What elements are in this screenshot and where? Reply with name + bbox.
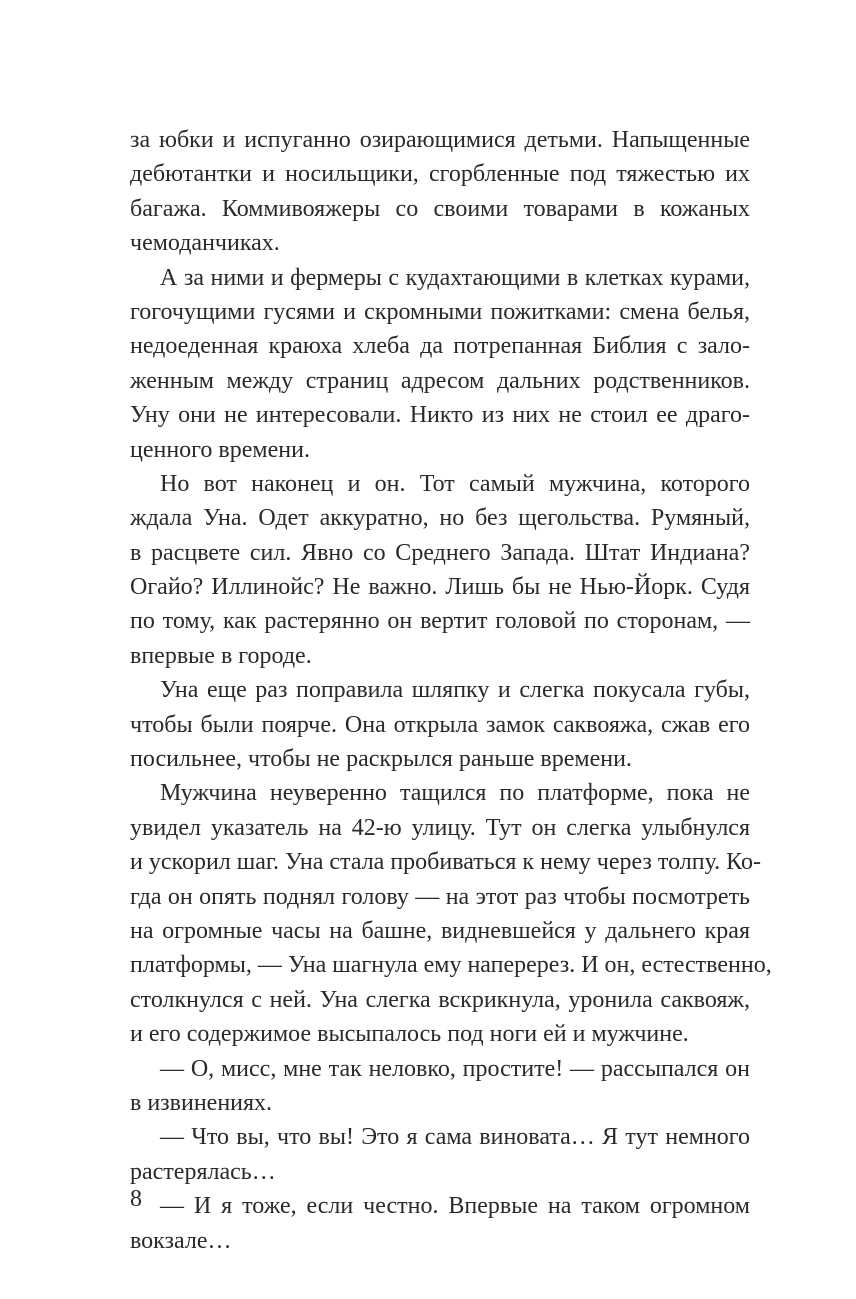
text-line: гогочущими гусями и скромными пожитками: смена белья,: [130, 298, 750, 325]
text-line: увидел указатель на 42-ю улицу. Тут он слегка улыбнулся: [130, 814, 750, 841]
text-line: — О, мисс, мне так неловко, простите! — рассыпался он: [160, 1055, 750, 1082]
text-line: впервые в городе.: [130, 642, 312, 669]
text-line: посильнее, чтобы не раскрылся раньше времени.: [130, 746, 632, 773]
text-line: чемоданчиках.: [130, 230, 280, 257]
text-line: Мужчина неуверенно тащился по платформе, пока не: [160, 780, 750, 807]
text-line: растерялась…: [130, 1158, 276, 1185]
text-line: — И я тоже, если честно. Впервые на таком огромном: [160, 1193, 750, 1220]
text-line: Уну они не интересовали. Никто из них не стоил ее драго-: [130, 402, 750, 429]
text-line: в расцвете сил. Явно со Среднего Запада. Штат Индиана?: [130, 539, 750, 566]
text-line: за юбки и испуганно озирающимися детьми. Напыщенные: [130, 127, 750, 153]
text-line: недоеденная краюха хлеба да потрепанная Библия с зало-: [130, 333, 750, 360]
text-line: багажа. Коммивояжеры со своими товарами в кожаных: [130, 195, 750, 222]
text-line: вокзале…: [130, 1227, 232, 1254]
text-line: чтобы были поярче. Она открыла замок саквояжа, сжав его: [130, 711, 750, 738]
text-line: по тому, как растерянно он вертит головой по сторонам, —: [130, 608, 750, 635]
text-line: А за ними и фермеры с кудахтающими в клетках курами,: [160, 264, 750, 291]
text-line: женным между страниц адресом дальних родственников.: [130, 367, 750, 394]
body-text: [130, 123, 772, 1258]
text-line: дебютантки и носильщики, сгорбленные под тяжестью их: [130, 161, 750, 188]
page-number: 8: [130, 1186, 142, 1212]
text-line: Но вот наконец и он. Тот самый мужчина, которого: [160, 470, 750, 497]
text-line: — Что вы, что вы! Это я сама виновата… Я тут немного: [160, 1124, 750, 1151]
text-line: в извинениях.: [130, 1089, 273, 1116]
text-line: гда он опять поднял голову — на этот раз чтобы посмотреть: [130, 883, 750, 910]
text-line: ждала Уна. Одет аккуратно, но без щегольства. Румяный,: [130, 505, 750, 532]
text-line: и ускорил шаг. Уна стала пробиваться к нему через толпу. Ко-: [130, 849, 761, 876]
text-line: платформы, — Уна шагнула ему наперерез. И он, естественно,: [130, 952, 772, 979]
text-line: ценного времени.: [130, 436, 310, 463]
text-line: на огромные часы на башне, видневшейся у дальнего края: [130, 917, 750, 944]
text-line: и его содержимое высыпалось под ноги ей и мужчине.: [130, 1021, 689, 1048]
text-line: Огайо? Иллинойс? Не важно. Лишь бы не Нью-Йорк. Судя: [130, 574, 750, 601]
text-line: столкнулся с ней. Уна слегка вскрикнула, уронила саквояж,: [130, 986, 750, 1013]
text-line: Уна еще раз поправила шляпку и слегка покусала губы,: [160, 677, 750, 704]
